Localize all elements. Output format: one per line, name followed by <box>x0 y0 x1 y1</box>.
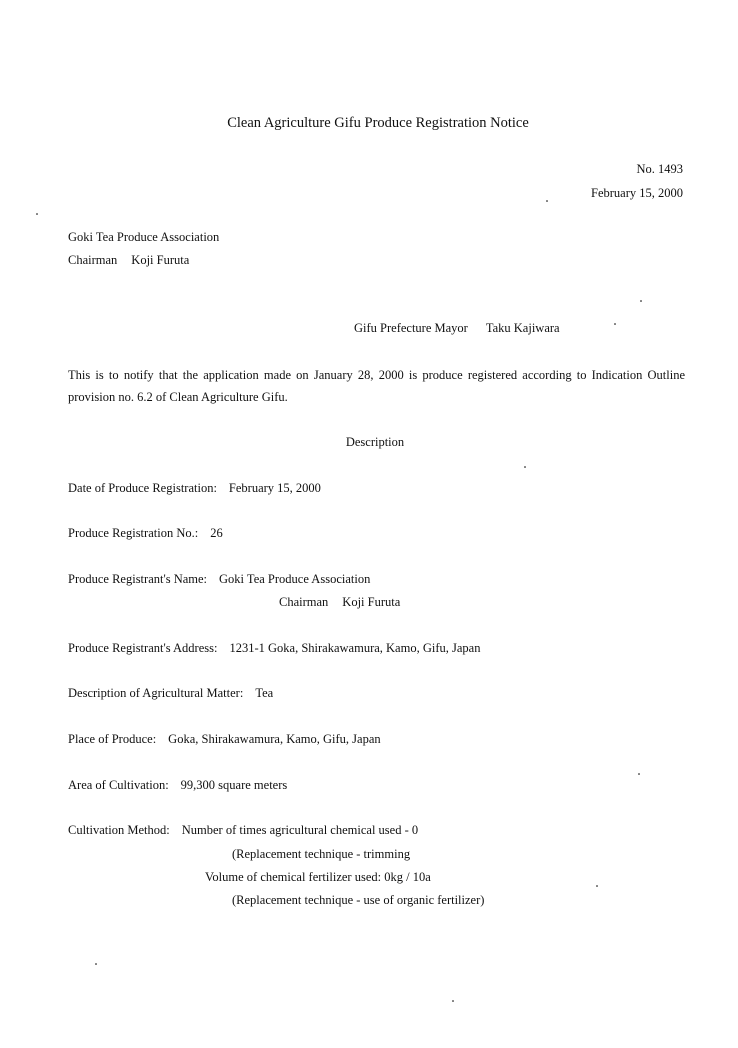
scan-speck <box>596 885 598 887</box>
field-label: Area of Cultivation: <box>68 778 169 792</box>
field-agricultural-matter <box>68 685 273 701</box>
field-registration-no <box>68 525 223 541</box>
recipient-name: Koji Furuta <box>131 253 190 267</box>
scan-speck <box>640 300 642 302</box>
field-value: Goki Tea Produce Association <box>219 572 371 586</box>
field-value: 1231-1 Goka, Shirakawamura, Kamo, Gifu, Japan <box>229 641 481 655</box>
scan-speck <box>638 773 640 775</box>
field-label: Place of Produce: <box>68 732 157 746</box>
scan-speck <box>36 213 38 215</box>
scan-speck <box>614 323 616 325</box>
field-registrant-name <box>68 571 370 587</box>
cultivation-method-line2: (Replacement technique - trimming <box>232 847 411 861</box>
recipient-organization: Goki Tea Produce Association <box>68 230 220 244</box>
field-label: Produce Registration No.: <box>68 526 199 540</box>
issuer-name: Taku Kajiwara <box>485 321 560 335</box>
field-value: 99,300 square meters <box>180 778 288 792</box>
scan-speck <box>95 963 97 965</box>
cultivation-method-line3: Volume of chemical fertilizer used: 0kg / 10a <box>205 870 431 884</box>
scan-speck <box>452 1000 454 1002</box>
scan-speck <box>524 466 526 468</box>
document-title: Clean Agriculture Gifu Produce Registration Notice <box>227 115 529 131</box>
description-heading: Description <box>345 435 405 449</box>
field-area-of-cultivation <box>68 777 287 793</box>
field-label: Date of Produce Registration: <box>68 481 217 495</box>
notice-date: February 15, 2000 <box>591 186 683 200</box>
recipient-title-line <box>68 252 189 268</box>
field-label: Produce Registrant's Name: <box>68 572 208 586</box>
cultivation-method-line4: (Replacement technique - use of organic fertilizer) <box>232 893 485 907</box>
field-value: February 15, 2000 <box>228 481 321 495</box>
recipient-title: Chairman <box>68 253 118 267</box>
field-label: Description of Agricultural Matter: <box>68 686 244 700</box>
field-value: Tea <box>255 686 274 700</box>
scan-speck <box>546 200 548 202</box>
field-value: Goka, Shirakawamura, Kamo, Gifu, Japan <box>168 732 381 746</box>
field-cultivation-method <box>68 822 418 838</box>
registrant-title: Chairman <box>279 595 329 609</box>
registrant-person: Koji Furuta <box>342 595 401 609</box>
field-registrant-name-line2 <box>279 594 400 610</box>
issuer-title: Gifu Prefecture Mayor <box>354 321 468 335</box>
field-label: Cultivation Method: <box>68 823 170 837</box>
field-value: 26 <box>210 526 223 540</box>
notice-body: This is to notify that the application made on January 28, 2000 is produce registered according to Indication Outline provision no. 6.2 of Clean Agriculture Gifu. <box>68 368 685 404</box>
notice-number: No. 1493 <box>636 162 683 176</box>
field-value: Number of times agricultural chemical used - 0 <box>181 823 419 837</box>
field-place-of-produce <box>68 731 381 747</box>
issuer-line <box>354 320 560 336</box>
field-registrant-address <box>68 640 480 656</box>
field-registration-date <box>68 480 321 496</box>
field-label: Produce Registrant's Address: <box>68 641 218 655</box>
